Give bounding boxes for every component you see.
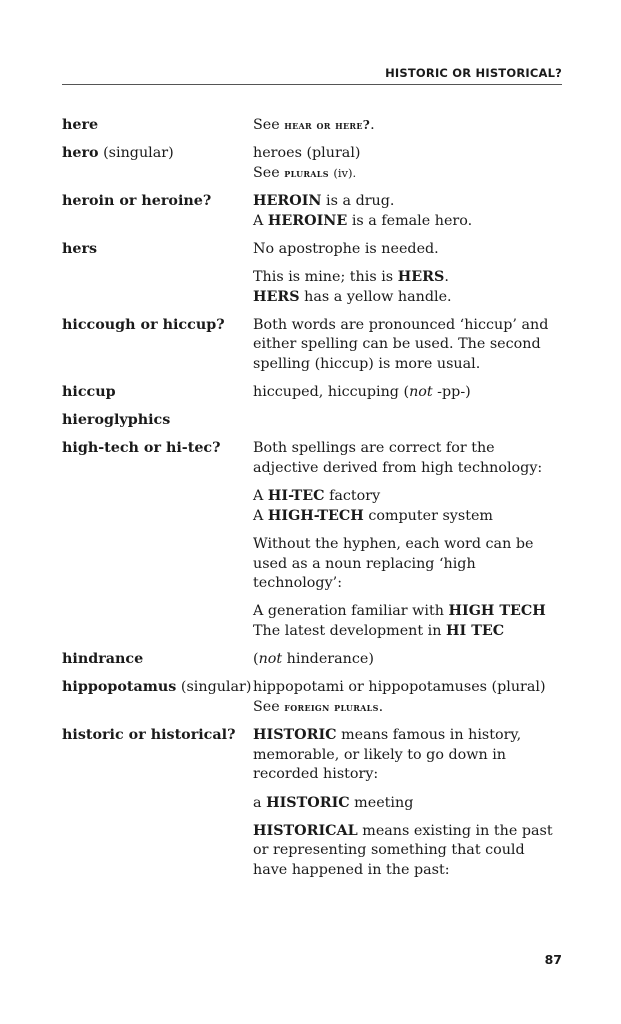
- definition: HEROIN is a drug. A HEROINE is a female hero.: [253, 192, 473, 229]
- entry-hiccough: [62, 316, 562, 375]
- entry-high-tech: [62, 439, 562, 641]
- keyword: HISTORICAL: [253, 822, 358, 839]
- headword-note: (singular): [103, 145, 174, 162]
- keyword: HI-TEC: [267, 488, 325, 505]
- definition: hippopotami or hippopotamuses (plural) See foreign plurals.: [253, 679, 546, 715]
- keyword: HI TEC: [446, 623, 505, 639]
- keyword: HISTORIC: [253, 727, 337, 744]
- definition: [253, 411, 562, 431]
- entry-hers: [62, 240, 562, 307]
- definition: HISTORIC means famous in history, memorable, or likely to go down in recorded history: a HISTORIC meeting HISTORICAL means existing in the past or representing something that could have happened in the past:: [253, 727, 553, 878]
- definition: Both words are pronounced ‘hiccup’ and either spelling can be used. The second spelling (hiccup) is more usual.: [253, 316, 549, 372]
- keyword: HIGH-TECH: [267, 507, 364, 524]
- headword: here: [62, 117, 99, 133]
- headword: hero: [62, 145, 99, 162]
- headword: high-tech or hi-tec?: [62, 440, 221, 457]
- entry-hindrance: [62, 650, 562, 670]
- definition: See hear or here?.: [253, 117, 375, 133]
- cross-reference: hear or here?: [284, 118, 371, 132]
- entry-historic: [62, 726, 562, 880]
- keyword: HERS: [397, 268, 445, 285]
- headword: hiccup: [62, 384, 116, 401]
- cross-reference: plurals: [284, 165, 329, 180]
- page-number: 87: [544, 952, 562, 967]
- headword: heroin or heroine?: [62, 192, 212, 209]
- keyword: HEROINE: [267, 212, 348, 229]
- headword: hindrance: [62, 651, 144, 668]
- entry-hero: [62, 144, 562, 183]
- headword: hippopotamus: [62, 679, 177, 696]
- headword: historic or historical?: [62, 727, 236, 744]
- entry-hippopotamus: [62, 678, 562, 717]
- headword-note: (singular): [180, 679, 252, 696]
- entry-hiccup: [62, 383, 562, 403]
- entry-hieroglyphics: [62, 411, 562, 431]
- keyword: HIGH TECH: [448, 603, 546, 620]
- entry-here: [62, 116, 562, 136]
- running-head: HISTORIC OR HISTORICAL?: [385, 66, 562, 80]
- headword: hers: [62, 240, 98, 257]
- definition: hiccuped, hiccuping (not -pp-): [253, 384, 471, 401]
- keyword: HERS: [253, 288, 300, 305]
- keyword: HEROIN: [253, 192, 322, 209]
- definition: Both spellings are correct for the adjective derived from high technology: A HI-TEC factory A HIGH-TECH computer system Without the hyphen, each word can be used as a noun replacing ‘high technology’: A generation familiar with HIGH TECH The latest development in HI TEC: [253, 440, 546, 639]
- dictionary-entries: [62, 116, 562, 889]
- header-rule: [62, 84, 562, 85]
- headword: hiccough or hiccup?: [62, 316, 225, 333]
- definition: No apostrophe is needed. This is mine; this is HERS. HERS has a yellow handle.: [253, 240, 452, 305]
- definition: (not hinderance): [253, 651, 374, 668]
- cross-reference: foreign plurals: [284, 699, 379, 714]
- keyword: HISTORIC: [266, 794, 350, 811]
- entry-heroin: [62, 192, 562, 231]
- definition: heroes (plural) See plurals (iv).: [253, 145, 361, 181]
- headword: hieroglyphics: [62, 412, 171, 429]
